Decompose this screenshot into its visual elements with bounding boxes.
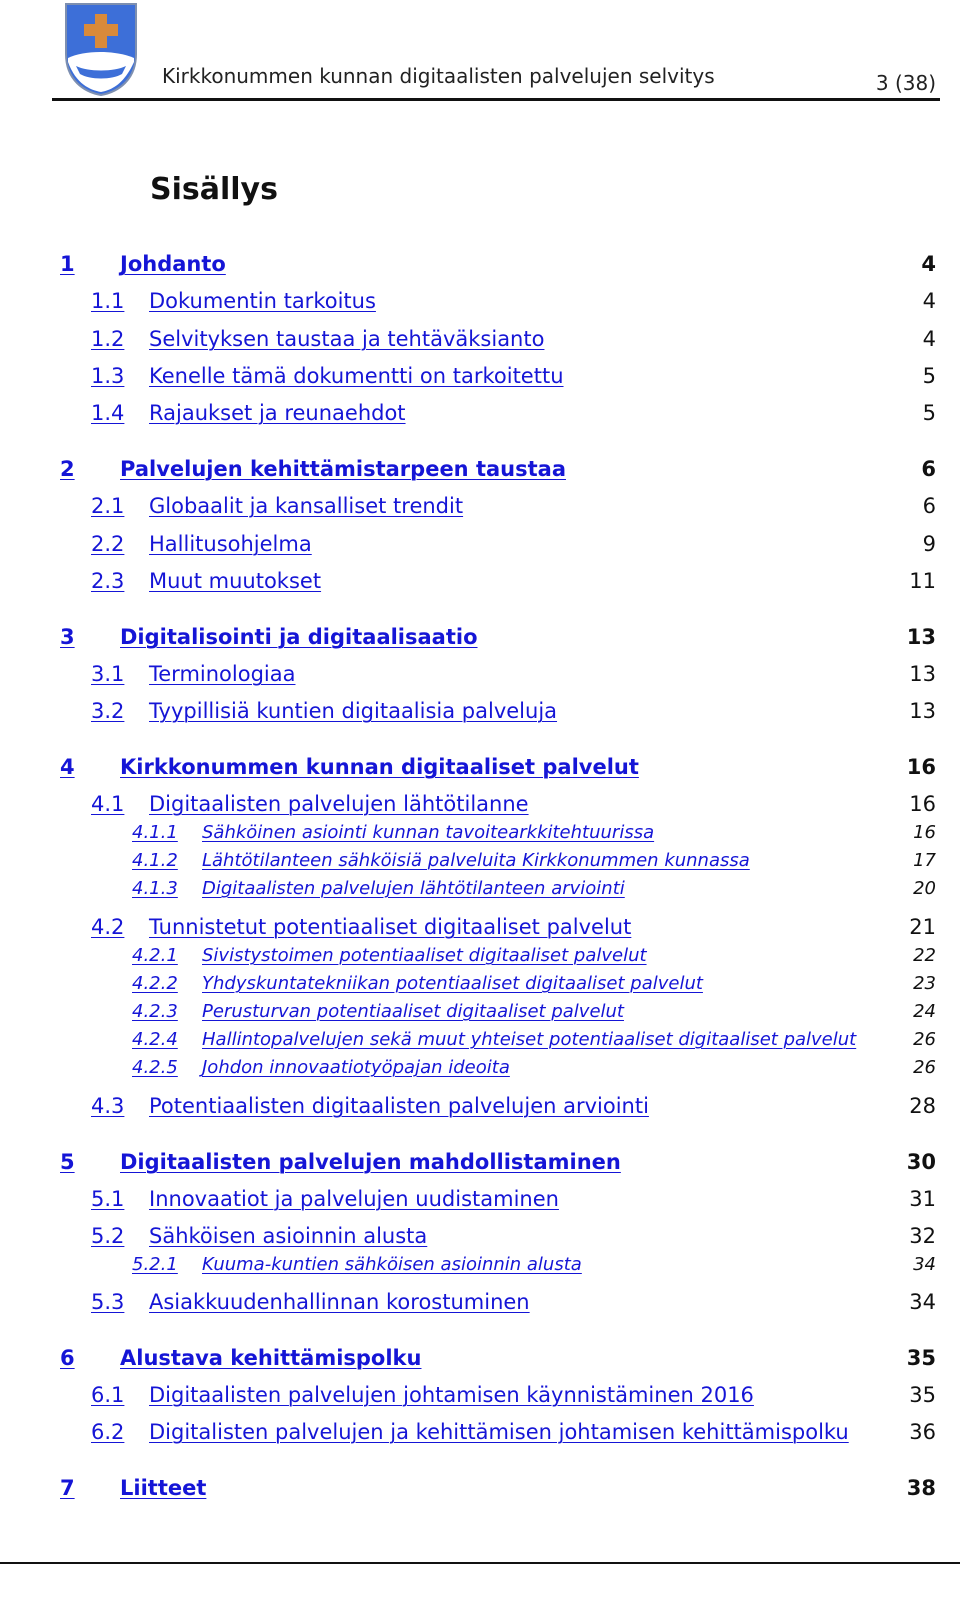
toc-entry-title[interactable]: Alustava kehittämispolku xyxy=(120,1346,422,1370)
toc-entry-number[interactable]: 3.2 xyxy=(91,699,125,723)
toc-entry-page: 32 xyxy=(909,1224,936,1248)
toc-entry-title[interactable]: Lähtötilanteen sähköisiä palveluita Kirkkonummen kunnassa xyxy=(202,850,750,871)
toc-entry[interactable] xyxy=(0,943,960,969)
toc-entry-number[interactable]: 2.3 xyxy=(91,569,125,593)
toc-entry[interactable] xyxy=(0,530,960,558)
toc-entry-title[interactable]: Sähköinen asiointi kunnan tavoitearkkitehtuurissa xyxy=(202,822,655,843)
toc-entry-page: 35 xyxy=(909,1383,936,1407)
toc-entry-title[interactable]: Digitalisointi ja digitaalisaatio xyxy=(120,625,478,649)
toc-entry[interactable] xyxy=(0,399,960,427)
toc-entry-number[interactable]: 5.2.1 xyxy=(132,1254,178,1275)
page-number: 3 (38) xyxy=(875,71,936,95)
toc-entry-number[interactable]: 4.1 xyxy=(91,792,125,816)
toc-entry-number[interactable]: 2 xyxy=(60,457,75,481)
toc-entry-number[interactable]: 4.1.3 xyxy=(132,878,178,899)
toc-entry[interactable] xyxy=(0,1027,960,1053)
toc-entry-number[interactable]: 4.2.2 xyxy=(132,973,178,994)
toc-entry[interactable] xyxy=(0,1055,960,1081)
toc-entry-title[interactable]: Sähköisen asioinnin alusta xyxy=(149,1224,428,1248)
toc-entry-number[interactable]: 3.1 xyxy=(91,662,125,686)
toc-entry-title[interactable]: Kuuma-kuntien sähköisen asioinnin alusta xyxy=(202,1254,582,1275)
toc-entry-page: 24 xyxy=(913,1001,936,1022)
toc-entry-number[interactable]: 6.1 xyxy=(91,1383,125,1407)
page-header xyxy=(0,0,960,104)
toc-entry-number[interactable]: 1.1 xyxy=(91,289,125,313)
toc-entry-page: 17 xyxy=(913,850,936,871)
toc-entry-page: 4 xyxy=(922,327,936,351)
toc-entry-title[interactable]: Asiakkuudenhallinnan korostuminen xyxy=(149,1290,530,1314)
toc-entry-title[interactable]: Digitaalisten palvelujen lähtötilanteen arviointi xyxy=(202,878,625,899)
toc-entry-title[interactable]: Kenelle tämä dokumentti on tarkoitettu xyxy=(149,364,564,388)
toc-entry-number[interactable]: 3 xyxy=(60,625,75,649)
toc-entry-page: 9 xyxy=(922,532,936,556)
toc-entry-title[interactable]: Liitteet xyxy=(120,1476,207,1500)
toc-entry-number[interactable]: 4.2.1 xyxy=(132,945,178,966)
toc-entry-page: 11 xyxy=(909,569,936,593)
toc-entry-page: 16 xyxy=(913,822,936,843)
header-divider xyxy=(52,98,940,101)
toc-entry-title[interactable]: Yhdyskuntatekniikan potentiaaliset digitaaliset palvelut xyxy=(202,973,703,994)
toc-entry-number[interactable]: 4 xyxy=(60,755,75,779)
toc-entry-page: 5 xyxy=(922,364,936,388)
toc-entry-number[interactable]: 5.3 xyxy=(91,1290,125,1314)
toc-entry[interactable] xyxy=(0,1288,960,1316)
toc-entry-title[interactable]: Hallintopalvelujen sekä muut yhteiset potentiaaliset digitaaliset palvelut xyxy=(202,1029,857,1050)
toc-entry-page: 34 xyxy=(909,1290,936,1314)
toc-entry-number[interactable]: 2.2 xyxy=(91,532,125,556)
toc-entry-number[interactable]: 1.3 xyxy=(91,364,125,388)
toc-entry-page: 13 xyxy=(909,699,936,723)
toc-entry-number[interactable]: 4.1.1 xyxy=(132,822,178,843)
toc-entry[interactable] xyxy=(0,1092,960,1120)
toc-entry[interactable] xyxy=(0,287,960,315)
toc-entry[interactable] xyxy=(0,999,960,1025)
toc-entry[interactable] xyxy=(0,567,960,595)
toc-entry-title[interactable]: Muut muutokset xyxy=(149,569,322,593)
toc-entry-page: 6 xyxy=(922,494,936,518)
toc-entry[interactable] xyxy=(0,250,960,278)
toc-entry-title[interactable]: Johdanto xyxy=(120,252,226,276)
footer-divider xyxy=(0,1562,960,1564)
toc-entry[interactable] xyxy=(0,455,960,483)
toc-entry-page: 26 xyxy=(913,1057,936,1078)
toc-entry-number[interactable]: 4.3 xyxy=(91,1094,125,1118)
toc-entry[interactable] xyxy=(0,697,960,725)
toc-entry-page: 6 xyxy=(921,457,936,481)
toc-entry-number[interactable]: 6.2 xyxy=(91,1420,125,1444)
toc-entry-page: 23 xyxy=(913,973,936,994)
toc-entry-title[interactable]: Sivistystoimen potentiaaliset digitaaliset palvelut xyxy=(202,945,647,966)
toc-entry-page: 16 xyxy=(909,792,936,816)
toc-entry-page: 26 xyxy=(913,1029,936,1050)
toc-entry-number[interactable]: 1 xyxy=(60,252,75,276)
toc-entry-title[interactable]: Globaalit ja kansalliset trendit xyxy=(149,494,464,518)
toc-entry-title[interactable]: Johdon innovaatiotyöpajan ideoita xyxy=(202,1057,510,1078)
toc-entry[interactable] xyxy=(0,623,960,651)
toc-entry-title[interactable]: Digitalisten palvelujen ja kehittämisen johtamisen kehittämispolku xyxy=(149,1420,849,1444)
toc-entry-page: 4 xyxy=(921,252,936,276)
toc-entry[interactable] xyxy=(0,1148,960,1176)
toc-entry-page: 13 xyxy=(909,662,936,686)
toc-entry[interactable] xyxy=(0,971,960,997)
toc-entry-number[interactable]: 5.2 xyxy=(91,1224,125,1248)
toc-entry-number[interactable]: 1.4 xyxy=(91,401,125,425)
toc-entry[interactable] xyxy=(0,753,960,781)
toc-entry[interactable] xyxy=(0,1474,960,1502)
toc-entry-title[interactable]: Terminologiaa xyxy=(149,662,296,686)
toc-entry[interactable] xyxy=(0,1344,960,1372)
toc-entry-title[interactable]: Digitaalisten palvelujen mahdollistaminen xyxy=(120,1150,621,1174)
toc-entry[interactable] xyxy=(0,848,960,874)
toc-entry-number[interactable]: 5 xyxy=(60,1150,75,1174)
toc-entry[interactable] xyxy=(0,362,960,390)
toc-entry-page: 21 xyxy=(909,915,936,939)
toc-entry[interactable] xyxy=(0,1252,960,1278)
toc-heading: Sisällys xyxy=(150,172,278,207)
toc-entry-number[interactable]: 5.1 xyxy=(91,1187,125,1211)
toc-entry[interactable] xyxy=(0,1418,960,1446)
toc-entry-title[interactable]: Rajaukset ja reunaehdot xyxy=(149,401,406,425)
toc-entry-page: 22 xyxy=(913,945,936,966)
toc-entry-title[interactable]: Hallitusohjelma xyxy=(149,532,312,556)
toc-entry-number[interactable]: 4.2 xyxy=(91,915,125,939)
toc-entry[interactable] xyxy=(0,876,960,902)
toc-entry-page: 34 xyxy=(913,1254,936,1275)
toc-entry-number[interactable]: 7 xyxy=(60,1476,75,1500)
toc-entry[interactable] xyxy=(0,1185,960,1213)
toc-entry[interactable] xyxy=(0,325,960,353)
toc-entry-title[interactable]: Perusturvan potentiaaliset digitaaliset palvelut xyxy=(202,1001,624,1022)
toc-entry-page: 38 xyxy=(906,1476,936,1500)
toc-entry-page: 30 xyxy=(906,1150,936,1174)
toc-entry-number[interactable]: 4.1.2 xyxy=(132,850,178,871)
toc-entry-title[interactable]: Selvityksen taustaa ja tehtäväksianto xyxy=(149,327,545,351)
toc-entry-page: 28 xyxy=(909,1094,936,1118)
toc-entry-title[interactable]: Potentiaalisten digitaalisten palvelujen arviointi xyxy=(149,1094,649,1118)
toc-entry[interactable] xyxy=(0,913,960,941)
toc-entry-page: 4 xyxy=(922,289,936,313)
toc-entry[interactable] xyxy=(0,1381,960,1409)
toc-entry[interactable] xyxy=(0,790,960,818)
toc-entry-page: 20 xyxy=(913,878,936,899)
toc-entry[interactable] xyxy=(0,1222,960,1250)
toc-entry-title[interactable]: Dokumentin tarkoitus xyxy=(149,289,376,313)
toc-entry-number[interactable]: 4.2.4 xyxy=(132,1029,178,1050)
toc-entry-page: 16 xyxy=(906,755,936,779)
toc-entry-number[interactable]: 2.1 xyxy=(91,494,125,518)
toc-entry-page: 36 xyxy=(909,1420,936,1444)
toc-entry[interactable] xyxy=(0,660,960,688)
coat-of-arms-logo xyxy=(64,2,138,96)
toc-entry-title[interactable]: Digitaalisten palvelujen johtamisen käynnistäminen 2016 xyxy=(149,1383,754,1407)
toc-entry-title[interactable]: Palvelujen kehittämistarpeen taustaa xyxy=(120,457,566,481)
toc-entry-title[interactable]: Tyypillisiä kuntien digitaalisia palveluja xyxy=(149,699,558,723)
toc-entry-page: 35 xyxy=(906,1346,936,1370)
toc-entry-page: 13 xyxy=(906,625,936,649)
toc-entry[interactable] xyxy=(0,820,960,846)
toc-entry[interactable] xyxy=(0,492,960,520)
toc-entry-title[interactable]: Digitaalisten palvelujen lähtötilanne xyxy=(149,792,529,816)
toc-entry-number[interactable]: 6 xyxy=(60,1346,75,1370)
toc-entry-title[interactable]: Innovaatiot ja palvelujen uudistaminen xyxy=(149,1187,559,1211)
toc-entry-number[interactable]: 1.2 xyxy=(91,327,125,351)
toc-entry-number[interactable]: 4.2.5 xyxy=(132,1057,178,1078)
document-title: Kirkkonummen kunnan digitaalisten palvelujen selvitys xyxy=(162,64,715,88)
toc-entry-title[interactable]: Kirkkonummen kunnan digitaaliset palvelut xyxy=(120,755,639,779)
toc-entry-title[interactable]: Tunnistetut potentiaaliset digitaaliset palvelut xyxy=(149,915,632,939)
toc-entry-page: 5 xyxy=(922,401,936,425)
toc-entry-page: 31 xyxy=(909,1187,936,1211)
toc-entry-number[interactable]: 4.2.3 xyxy=(132,1001,178,1022)
